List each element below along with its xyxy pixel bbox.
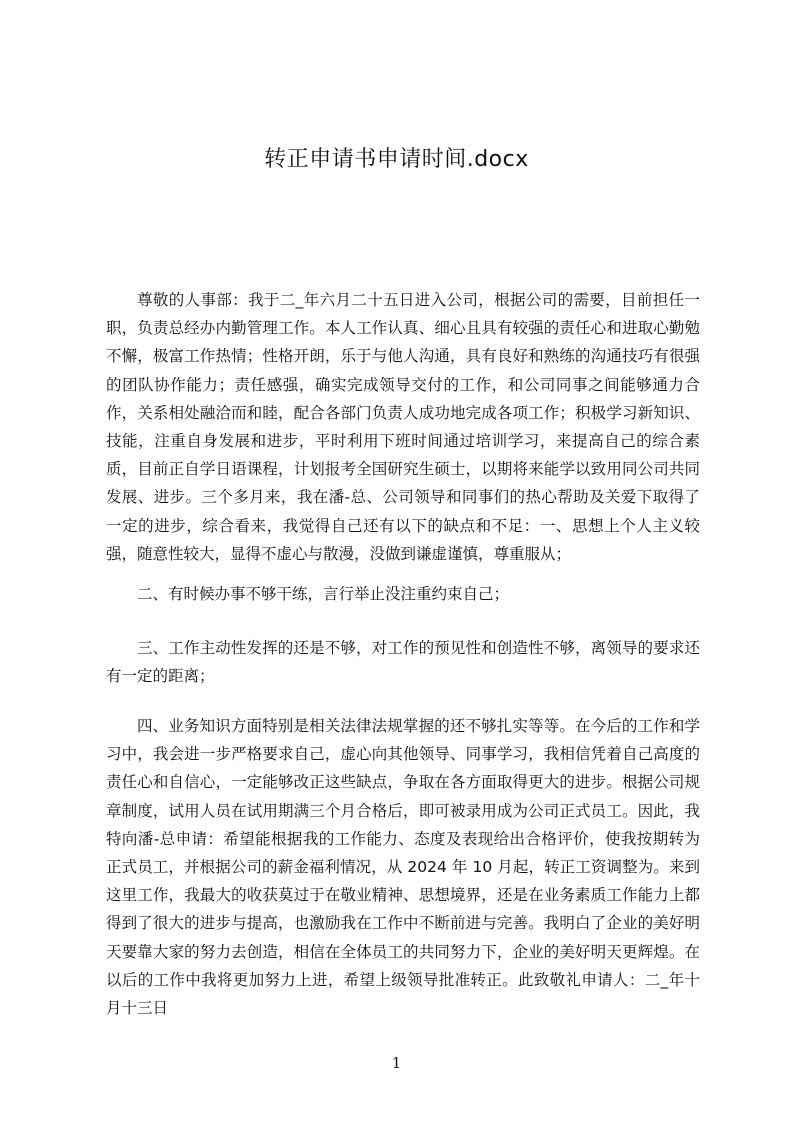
body-paragraph: 四、业务知识方面特别是相关法律法规掌握的还不够扎实等等。在今后的工作和学习中，我会进一步严格要求自己，虚心向其他领导、同事学习，我相信凭着自己高度的责任心和自信心，一定能够改正这些缺点，争取在各方面取得更大的进步。根据公司规章制度，试用人员在试用期满三个月合格后，即可被录用成为公司正式员工。因此，我特向潘-总申请：希望能根据我的工作能力、态度及表现给出合格评价，使我按期转为正式员工，并根据公司的薪金福利情况，从 2024 年 10 月起，转正工资调整为。来到这里工作，我最大的收获莫过于在敬业精神、思想境界，还是在业务素质工作能力上都得到了很大的进步与提高，也激励我在工作中不断前进与完善。我明白了企业的美好明天要靠大家的努力去创造，相信在全体员工的共同努力下，企业的美好明天更辉煌。在以后的工作中我将更加努力上进，希望上级领导批准转正。此致敬礼申请人：二_年十月十三日 bbox=[106, 717, 700, 1018]
body-paragraph-4-block bbox=[106, 712, 700, 1022]
body-paragraph: 尊敬的人事部：我于二_年六月二十五日进入公司，根据公司的需要，目前担任一职，负责总经办内勤管理工作。本人工作认真、细心且具有较强的责任心和进取心勤勉不懈，极富工作热情；性格开朗，乐于与他人沟通，具有良好和熟练的沟通技巧有很强的团队协作能力；责任感强，确实完成领导交付的工作，和公司同事之间能够通力合作，关系相处融洽而和睦，配合各部门负责人成功地完成各项工作；积极学习新知识、技能，注重自身发展和进步，平时利用下班时间通过培训学习，来提高自己的综合素质，目前正自学日语课程，计划报考全国研究生硕士，以期将来能学以致用同公司共同发展、进步。三个多月来，我在潘-总、公司领导和同事们的热心帮助及关爱下取得了一定的进步，综合看来，我觉得自己还有以下的缺点和不足：一、思想上个人主义较强，随意性较大，显得不虚心与散漫，没做到谦虚谨慎，尊重服从； bbox=[106, 291, 700, 563]
document-title: 转正申请书申请时间.docx bbox=[264, 147, 529, 172]
body-paragraph-2-block bbox=[106, 580, 700, 608]
page-number: 1 bbox=[391, 1054, 402, 1072]
body-paragraph-3-block bbox=[106, 634, 700, 690]
body-paragraph: 三、工作主动性发挥的还是不够，对工作的预见性和创造性不够，离领导的要求还有一定的距离； bbox=[106, 639, 700, 686]
body-paragraph-1-block bbox=[106, 286, 700, 568]
body-paragraph: 二、有时候办事不够干练，言行举止没注重约束自己； bbox=[137, 585, 510, 603]
